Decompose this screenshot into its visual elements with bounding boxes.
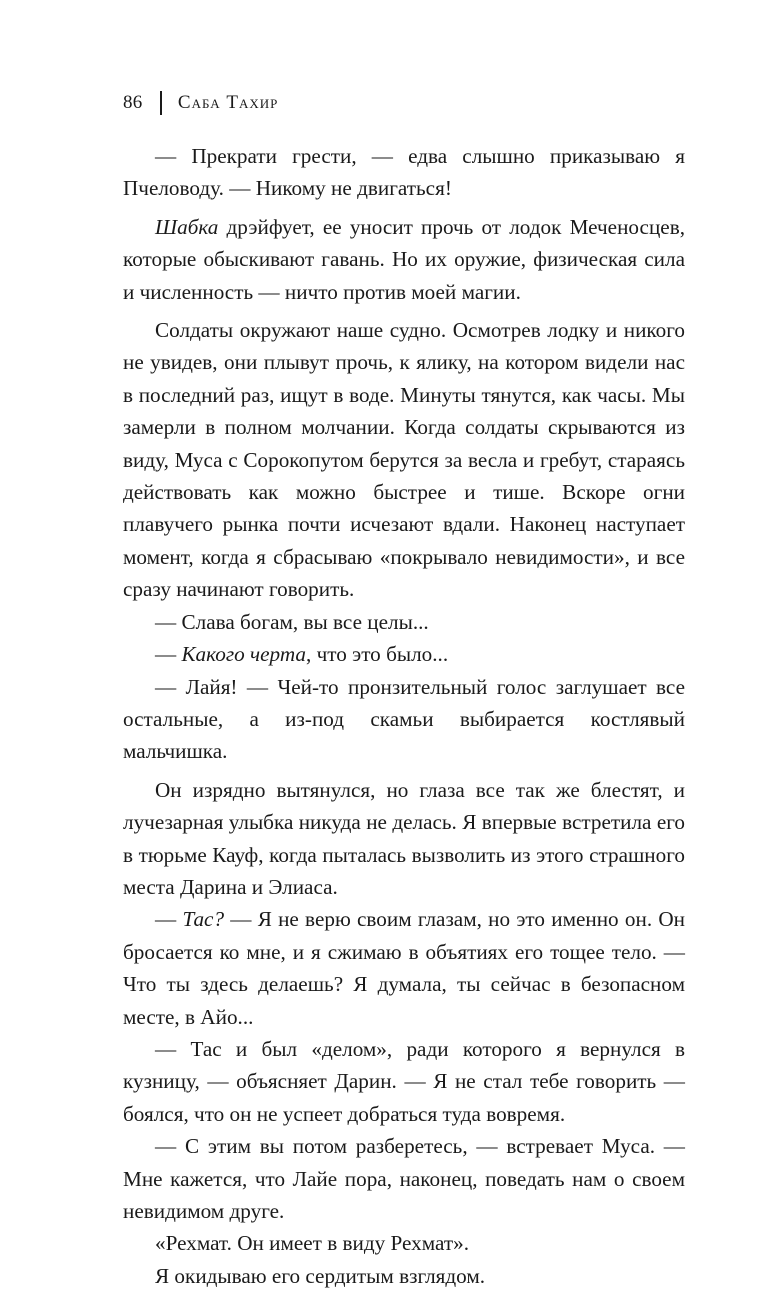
paragraph-text: «Рехмат. Он имеет в виду Рехмат». bbox=[155, 1231, 470, 1256]
paragraph-text: Он изрядно вытянулся, но глаза все так же блестят, и лучезарная улыбка никуда не делась. Я впервые встретила его в тюрьме Кауф, когда пыталась вызволить из этого страшного места Дарина и Элиаса. bbox=[123, 777, 685, 899]
body-text bbox=[123, 140, 685, 1292]
paragraph-text: — Слава богам, вы все целы... bbox=[155, 609, 429, 634]
paragraph-text: Я окидываю его сердитым взглядом. bbox=[155, 1263, 486, 1288]
paragraph-text: Солдаты окружают наше судно. Осмотрев лодку и никого не увидев, они плывут прочь, к ялику, на котором видели нас в последний раз, ищут в воде. Минуты тянутся, как часы. Мы замерли в полном молчании. Когда солдаты скрываются из виду, Муса с Сорокопутом берутся за весла и гребут, стараясь действовать как можно быстрее и тише. Вскоре огни плавучего рынка почти исчезают вдали. Наконец наступает момент, когда я сбрасываю «покрывало невидимости», и все сразу начинают говорить. bbox=[123, 318, 685, 602]
dash-lead: — bbox=[155, 642, 182, 667]
italic-phrase: Какого черта bbox=[181, 642, 306, 667]
page-number: 86 bbox=[123, 92, 143, 113]
paragraph bbox=[123, 211, 685, 308]
paragraph bbox=[123, 140, 685, 205]
paragraph-text: — Тас и был «делом», ради которого я вернулся в кузницу, — объясняет Дарин. — Я не стал тебе говорить — боялся, что он не успеет добраться туда вовремя. bbox=[123, 1036, 685, 1126]
paragraph bbox=[123, 1260, 685, 1292]
paragraph bbox=[123, 1033, 685, 1130]
paragraph bbox=[123, 1130, 685, 1227]
paragraph bbox=[123, 774, 685, 904]
paragraph bbox=[123, 638, 685, 670]
paragraph bbox=[123, 314, 685, 606]
paragraph bbox=[123, 1227, 685, 1259]
paragraph bbox=[123, 903, 685, 1033]
book-author: Саба Тахир bbox=[177, 92, 279, 113]
italic-phrase: Шабка bbox=[155, 214, 219, 239]
paragraph-text: , что это было... bbox=[305, 642, 449, 667]
running-head bbox=[123, 89, 278, 117]
paragraph-text: — Прекрати грести, — едва слышно приказываю я Пчеловоду. — Никому не двигаться! bbox=[123, 144, 685, 201]
dash-lead: — bbox=[155, 907, 183, 932]
paragraph bbox=[123, 671, 685, 768]
paragraph-text: — Я не верю своим глазам, но это именно он. Он бросается ко мне, и я сжимаю в объятиях его тощее тело. — Что ты здесь делаешь? Я думала, ты сейчас в безопасном месте, в Айо... bbox=[123, 907, 685, 1029]
paragraph-text: дрэйфует, ее уносит прочь от лодок Меченосцев, которые обыскивают гавань. Но их оружие, физическая сила и численность — ничто против моей магии. bbox=[123, 214, 685, 304]
italic-phrase: Тас? bbox=[182, 907, 225, 932]
paragraph-text: — Лайя! — Чей-то пронзительный голос заглушает все остальные, а из-под скамьи выбирается костлявый мальчишка. bbox=[123, 674, 685, 764]
header-divider bbox=[160, 91, 162, 115]
paragraph-text: — С этим вы потом разберетесь, — встревает Муса. — Мне кажется, что Лайе пора, наконец, поведать нам о своем невидимом друге. bbox=[123, 1134, 685, 1223]
paragraph bbox=[123, 606, 685, 638]
